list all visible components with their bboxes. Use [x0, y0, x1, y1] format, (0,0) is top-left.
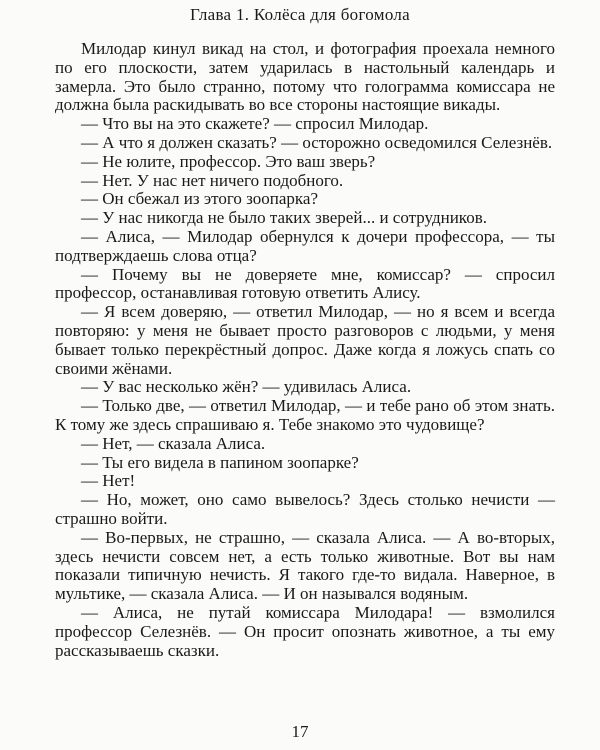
paragraph: — Нет, — сказала Алиса.: [81, 433, 266, 453]
paragraph: — Я всем доверяю, — ответил Милодар, — но я всем и всегда повторяю: у меня не бывает просто разговоров с людьми, у меня бывает только перекрёстный допрос. Даже когда я ложусь спать со своими жёнами.: [55, 302, 555, 378]
paragraph: — Что вы на это скажете? — спросил Милодар.: [81, 114, 429, 134]
paragraph: — Почему вы не доверяете мне, комиссар? — спросил профессор, останавливая готовую ответить Алису.: [55, 264, 555, 303]
paragraph: — У вас несколько жён? — удивилась Алиса.: [81, 377, 412, 397]
paragraph: — Но, может, оно само вывелось? Здесь столько нечисти — страшно войти.: [55, 490, 555, 528]
paragraph: — Не юлите, профессор. Это ваш зверь?: [81, 151, 376, 171]
paragraph: — У нас никогда не было таких зверей... и сотрудников.: [81, 208, 487, 228]
paragraph: — Во-первых, не страшно, — сказала Алиса. — А во-вторых, здесь нечисти совсем нет, а есть только животные. Вот вы нам показали типичную нечисть. Я такого где-то видала. Наверное, в мультике, — сказала Алиса. — И он назывался водяным.: [55, 527, 555, 604]
paragraph: — Нет. У нас нет ничего подобного.: [81, 170, 344, 190]
paragraph: — Алиса, не путай комиссара Милодара! — взмолился профессор Селезнёв. — Он просит опознать животное, а ты ему рассказываешь сказки.: [55, 602, 555, 660]
paragraph: — Нет!: [81, 471, 136, 491]
page-number: 17: [291, 722, 309, 741]
paragraph: Милодар кинул викад на стол, и фотография проехала немного по его плоскости, затем ударилась в настольный календарь и замерла. Это было странно, потому что голограмма комиссара не должна была раскидывать во все стороны настоящие викады.: [55, 39, 555, 115]
page-body: [55, 40, 555, 660]
paragraph: — Он сбежал из этого зоопарка?: [81, 189, 318, 209]
paragraph: — Ты его видела в папином зоопарке?: [81, 452, 359, 472]
chapter-header: Глава 1. Колёса для богомола: [189, 5, 411, 24]
paragraph: — Только две, — ответил Милодар, — и тебе рано об этом знать. К тому же здесь спрашиваю я. Тебе знакомо это чудовище?: [55, 396, 555, 434]
paragraph: — А что я должен сказать? — осторожно осведомился Селезнёв.: [81, 132, 553, 152]
paragraph: — Алиса, — Милодар обернулся к дочери профессора, — ты подтверждаешь слова отца?: [55, 226, 555, 265]
